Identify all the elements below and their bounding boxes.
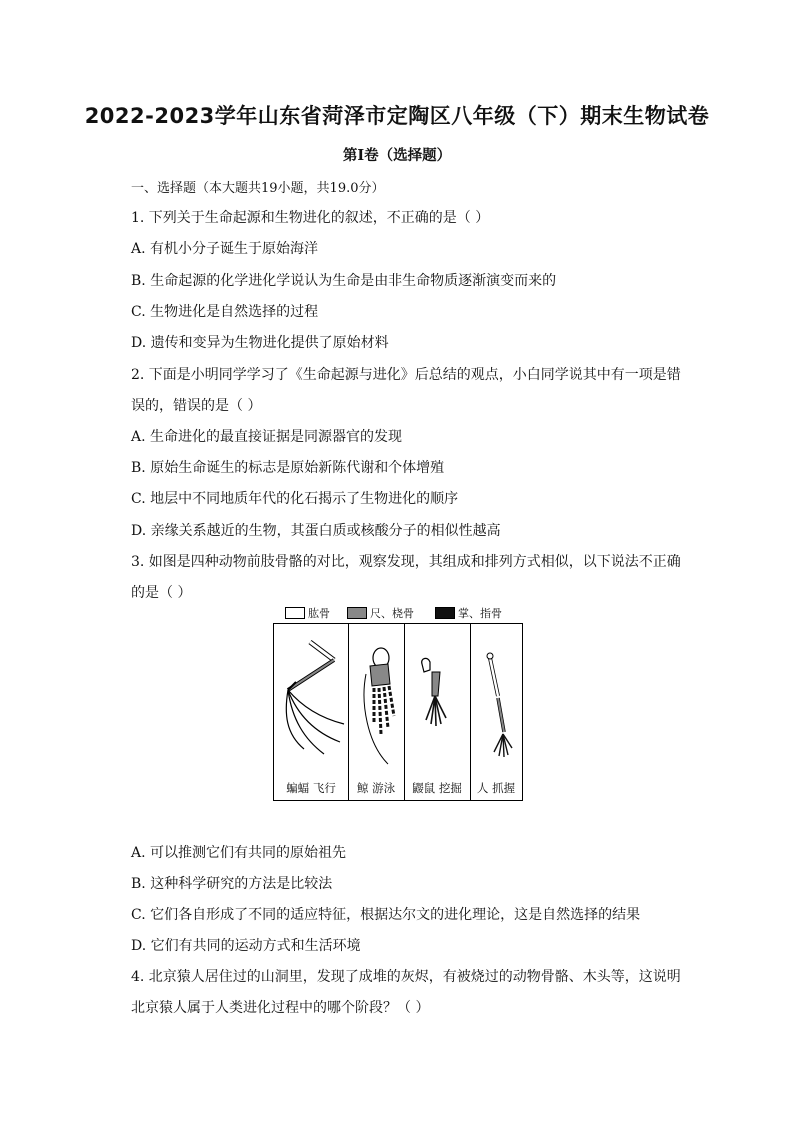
figure-legend	[285, 605, 525, 621]
panel-label-bat: 蝙蝠 飞行	[286, 781, 336, 795]
question-3-option-a: A. 可以推测它们有共同的原始祖先	[131, 845, 347, 861]
question-2-option-b: B. 原始生命诞生的标志是原始新陈代谢和个体增殖	[131, 460, 445, 476]
question-2-option-c: C. 地层中不同地质年代的化石揭示了生物进化的顺序	[131, 491, 459, 507]
panel-label-mole: 鼹鼠 挖掘	[412, 781, 462, 795]
panel-whale	[348, 624, 405, 800]
question-3-option-c: C. 它们各自形成了不同的适应特征，根据达尔文的进化理论，这是自然选择的结果	[131, 907, 641, 923]
panel-mole	[404, 624, 471, 800]
section-subtitle: 第Ⅰ卷（选择题）	[342, 147, 452, 164]
question-3-stem-line-2: 的是（ ）	[131, 585, 192, 601]
forelimb-figure	[273, 623, 523, 801]
mole-forelimb-illustration	[404, 624, 470, 800]
legend-item-radius-ulna	[347, 605, 414, 621]
question-2-stem-line-2: 误的，错误的是（ ）	[131, 398, 262, 414]
question-3-option-d: D. 它们有共同的运动方式和生活环境	[131, 938, 361, 954]
legend-item-metacarpal	[435, 605, 502, 621]
question-1-stem: 1. 下列关于生命起源和生物进化的叙述，不正确的是（ ）	[131, 210, 490, 226]
legend-swatch-metacarpal	[435, 607, 455, 619]
bat-forelimb-illustration	[274, 624, 348, 800]
question-2-stem-line-1: 2. 下面是小明同学学习了《生命起源与进化》后总结的观点，小白同学说其中有一项是错	[131, 367, 681, 383]
page-title: 2022-2023学年山东省菏泽市定陶区八年级（下）期末生物试卷	[84, 104, 710, 128]
legend-swatch-radius-ulna	[347, 607, 367, 619]
panel-human	[470, 624, 522, 800]
question-1-option-d: D. 遗传和变异为生物进化提供了原始材料	[131, 335, 389, 351]
question-2-option-d: D. 亲缘关系越近的生物，其蛋白质或核酸分子的相似性越高	[131, 523, 501, 539]
question-1-option-b: B. 生命起源的化学进化学说认为生命是由非生命物质逐渐演变而来的	[131, 273, 557, 289]
legend-label-metacarpal: 掌、指骨	[458, 607, 502, 620]
panel-label-human: 人 抓握	[476, 781, 516, 795]
panel-label-whale: 鲸 游泳	[356, 781, 396, 795]
question-3-stem-line-1: 3. 如图是四种动物前肢骨骼的对比，观察发现，其组成和排列方式相似，以下说法不正确	[131, 554, 681, 570]
section-heading: 一、选择题（本大题共19小题，共19.0分）	[131, 181, 385, 196]
question-1-option-a: A. 有机小分子诞生于原始海洋	[131, 241, 319, 257]
legend-label-humerus: 肱骨	[308, 607, 330, 620]
human-forelimb-illustration	[470, 624, 522, 800]
question-4-stem-line-2: 北京猿人属于人类进化过程中的哪个阶段？（ ）	[131, 1000, 430, 1016]
whale-forelimb-illustration	[348, 624, 404, 800]
legend-item-humerus	[285, 605, 330, 621]
legend-label-radius-ulna: 尺、桡骨	[370, 607, 414, 620]
question-1-option-c: C. 生物进化是自然选择的过程	[131, 304, 319, 320]
question-3-option-b: B. 这种科学研究的方法是比较法	[131, 876, 333, 892]
legend-swatch-humerus	[285, 607, 305, 619]
panel-bat	[274, 624, 349, 800]
question-4-stem-line-1: 4. 北京猿人居住过的山洞里，发现了成堆的灰烬，有被烧过的动物骨骼、木头等，这说明	[131, 969, 681, 985]
question-2-option-a: A. 生命进化的最直接证据是同源器官的发现	[131, 429, 403, 445]
